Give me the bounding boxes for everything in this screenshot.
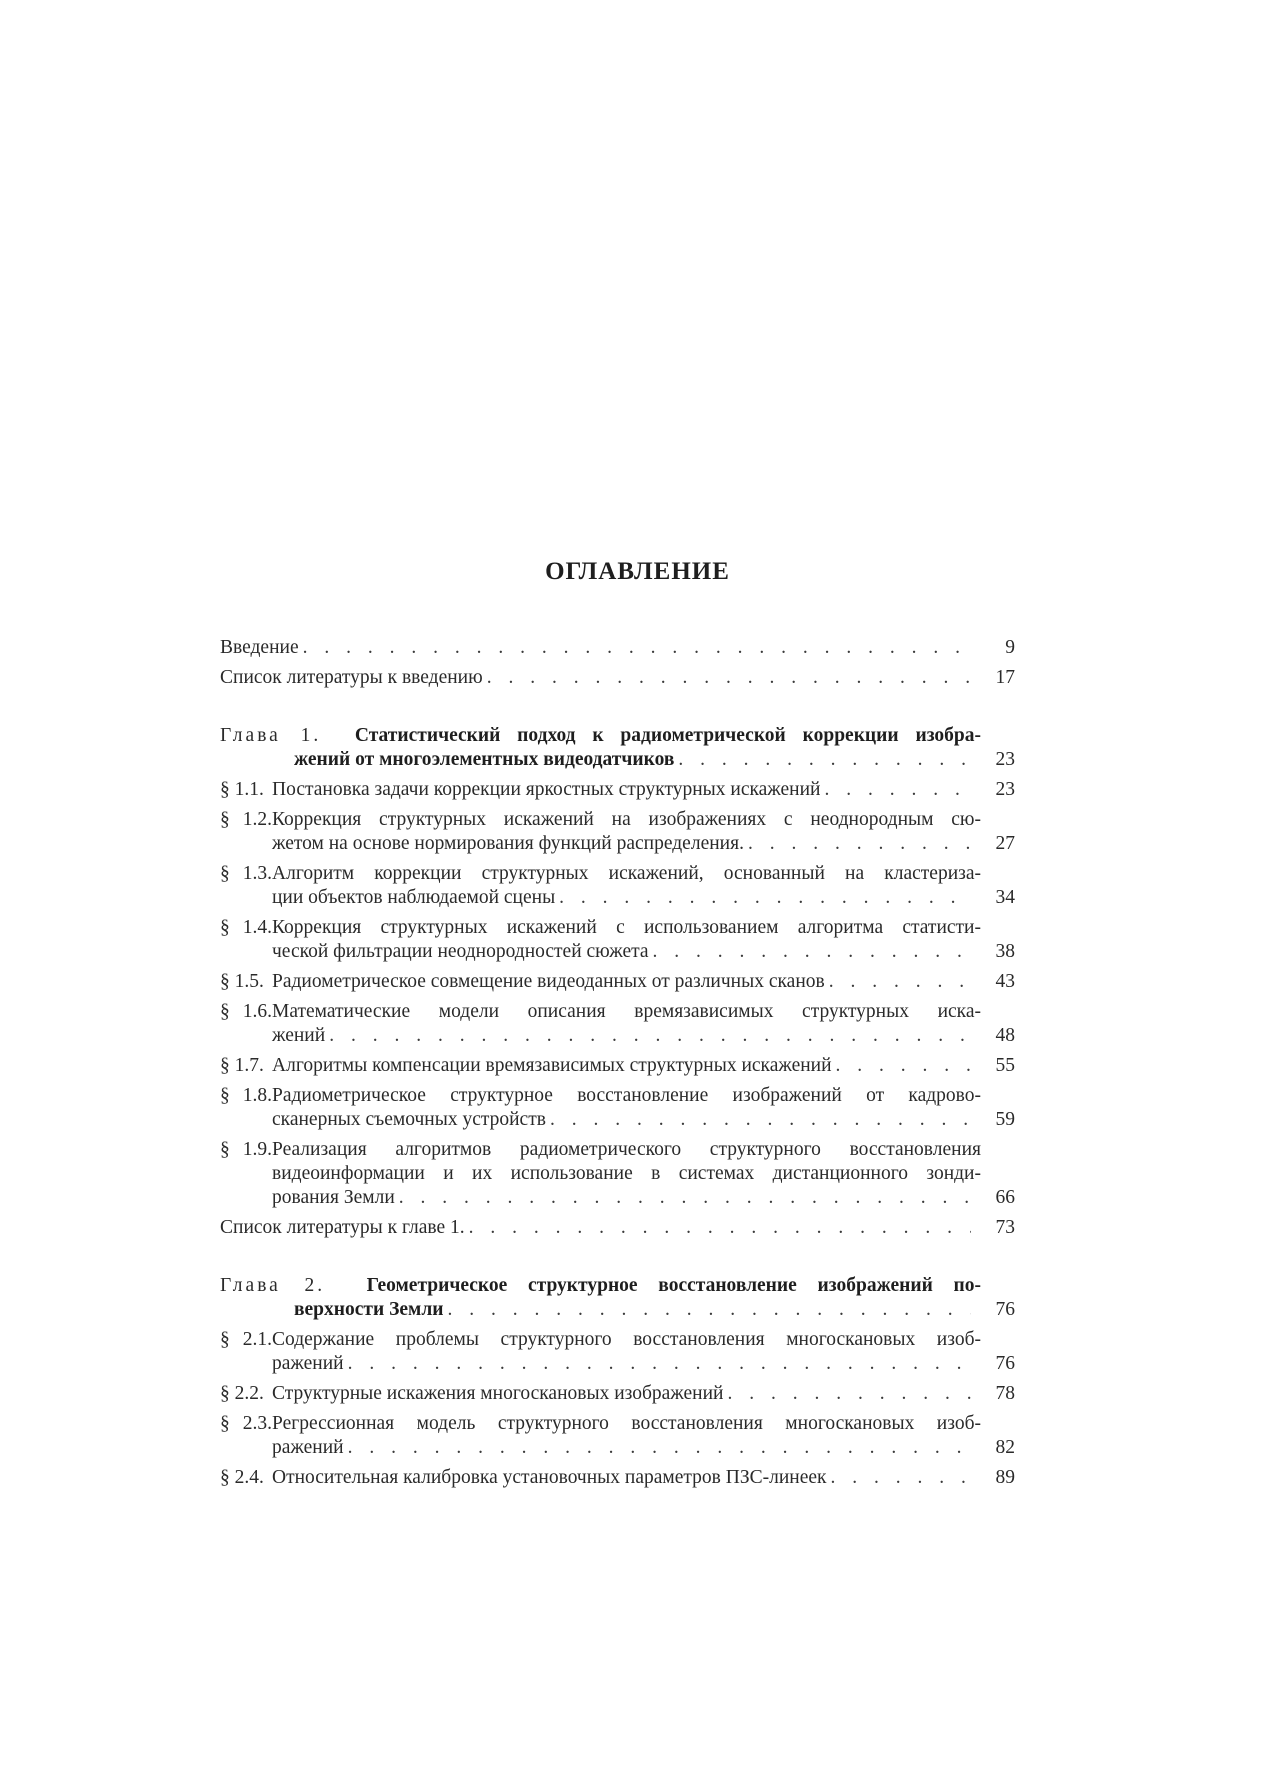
- section-number: § 1.2.: [220, 809, 272, 830]
- toc-section-entry[interactable]: [220, 1382, 1015, 1406]
- section-title-line: [220, 1412, 981, 1436]
- section-title: Коррекция структурных искажений с использованием алгоритма статисти-: [272, 917, 981, 938]
- page-number: 23: [995, 779, 1015, 800]
- chapter-title: Геометрическое структурное восстановление изображений по-: [366, 1275, 981, 1296]
- section-number: § 2.2.: [220, 1383, 264, 1404]
- section-title-continued: ции объектов наблюдаемой сцены: [272, 887, 556, 908]
- dot-leader: [653, 940, 971, 964]
- section-title-line: [220, 1138, 981, 1162]
- page-number: 27: [995, 833, 1015, 854]
- toc-entry-label: Введение: [220, 637, 299, 658]
- section-number: § 1.5.: [220, 971, 264, 992]
- section-title-continued: сканерных съемочных устройств: [272, 1109, 546, 1130]
- section-number: § 1.8.: [220, 1085, 272, 1106]
- chapter-prefix: Глава 2.: [220, 1275, 326, 1296]
- table-of-contents: [220, 636, 1015, 1496]
- page-number: 23: [995, 749, 1015, 770]
- section-title: Реализация алгоритмов радиометрического структурного восстановления: [272, 1139, 981, 1160]
- toc-section-entry[interactable]: [220, 1412, 1015, 1460]
- dot-leader: [329, 1024, 971, 1048]
- toc-section-entry[interactable]: [220, 808, 1015, 856]
- dot-leader: [469, 1216, 971, 1240]
- page-number: 59: [995, 1109, 1015, 1130]
- section-number: § 1.4.: [220, 917, 272, 938]
- page-number: 38: [995, 941, 1015, 962]
- section-title-line: [220, 808, 981, 832]
- chapter-title: Статистический подход к радиометрической коррекции изобра-: [354, 725, 981, 746]
- toc-section-entry[interactable]: [220, 862, 1015, 910]
- toc-entry-intro[interactable]: [220, 636, 1015, 660]
- dot-leader: [448, 1298, 971, 1322]
- section-title-continued: жений: [272, 1025, 326, 1046]
- chapter-heading-line: [220, 724, 981, 748]
- section-number: § 1.6.: [220, 1001, 272, 1022]
- section-title: Алгоритмы компенсации времязависимых структурных искажений: [272, 1055, 832, 1076]
- dot-leader: [748, 832, 971, 856]
- section-title-line: [220, 916, 981, 940]
- dot-leader: [829, 970, 971, 994]
- section-number: § 1.7.: [220, 1055, 264, 1076]
- section-number: § 1.9.: [220, 1139, 272, 1160]
- section-title-line: [220, 1328, 981, 1352]
- toc-entry-chapter-1-references[interactable]: [220, 1216, 1015, 1240]
- section-number: § 2.4.: [220, 1467, 264, 1488]
- dot-leader: [727, 1382, 971, 1406]
- page-number: 76: [995, 1299, 1015, 1320]
- section-title: Содержание проблемы структурного восстановления многоскановых изоб-: [272, 1329, 981, 1350]
- page-number: 76: [995, 1353, 1015, 1374]
- section-title-continued: жетом на основе нормирования функций распределения.: [272, 833, 744, 854]
- page-number: 82: [995, 1437, 1015, 1458]
- page-number: 48: [995, 1025, 1015, 1046]
- section-title-line: [220, 1084, 981, 1108]
- toc-section-entry[interactable]: [220, 1000, 1015, 1048]
- section-number: § 2.3.: [220, 1413, 272, 1434]
- dot-leader: [399, 1186, 971, 1210]
- toc-section-entry[interactable]: [220, 1466, 1015, 1490]
- page-number: 55: [995, 1055, 1015, 1076]
- page-number: 9: [1005, 637, 1015, 658]
- page-title: ОГЛАВЛЕНИЕ: [545, 558, 730, 585]
- section-title-continued: ческой фильтрации неоднородностей сюжета: [272, 941, 649, 962]
- section-title: Радиометрическое структурное восстановление изображений от кадрово-: [272, 1085, 981, 1106]
- section-title-continued: ражений: [272, 1437, 344, 1458]
- page-number: 17: [995, 667, 1015, 688]
- dot-leader: [678, 748, 971, 772]
- section-title-continued: рования Земли: [272, 1187, 395, 1208]
- section-title-continued: ражений: [272, 1353, 344, 1374]
- chapter-title-continued: верхности Земли: [294, 1299, 444, 1320]
- section-title-line: [220, 862, 981, 886]
- section-number: § 1.1.: [220, 779, 264, 800]
- dot-leader: [830, 1466, 971, 1490]
- toc-entry-intro-references[interactable]: [220, 666, 1015, 690]
- page-number: 66: [995, 1187, 1015, 1208]
- toc-section-entry[interactable]: [220, 778, 1015, 802]
- toc-entry-label: Список литературы к главе 1.: [220, 1217, 465, 1238]
- dot-leader: [348, 1436, 971, 1460]
- page-number: 89: [995, 1467, 1015, 1488]
- toc-entry-label: Список литературы к введению: [220, 667, 483, 688]
- toc-section-entry[interactable]: [220, 970, 1015, 994]
- section-title: Структурные искажения многоскановых изображений: [272, 1383, 724, 1404]
- toc-section-entry[interactable]: [220, 916, 1015, 964]
- dot-leader: [559, 886, 971, 910]
- section-title: Радиометрическое совмещение видеоданных от различных сканов: [272, 971, 825, 992]
- dot-leader: [487, 666, 971, 690]
- page-number: 73: [995, 1217, 1015, 1238]
- section-title: Относительная калибровка установочных параметров ПЗС-линеек: [272, 1467, 827, 1488]
- section-title-line: видеоинформации и их использование в системах дистанционного зонди-: [272, 1163, 981, 1184]
- toc-chapter-2[interactable]: [220, 1274, 1015, 1322]
- chapter-heading-line: [220, 1274, 981, 1298]
- dot-leader: [348, 1352, 971, 1376]
- section-title: Коррекция структурных искажений на изображениях с неоднородным сю-: [272, 809, 981, 830]
- dot-leader: [550, 1108, 971, 1132]
- dot-leader: [825, 778, 972, 802]
- toc-section-entry[interactable]: [220, 1054, 1015, 1078]
- toc-chapter-1[interactable]: [220, 724, 1015, 772]
- chapter-title-continued: жений от многоэлементных видеодатчиков: [294, 749, 675, 770]
- chapter-prefix: Глава 1.: [220, 725, 322, 746]
- section-title: Математические модели описания времязависимых структурных иска-: [272, 1001, 981, 1022]
- dot-leader: [836, 1054, 971, 1078]
- section-number: § 2.1.: [220, 1329, 272, 1350]
- page-number: 78: [995, 1383, 1015, 1404]
- section-title: Постановка задачи коррекции яркостных структурных искажений: [272, 779, 821, 800]
- toc-section-entry[interactable]: [220, 1084, 1015, 1132]
- section-title: Регрессионная модель структурного восстановления многоскановых изоб-: [272, 1413, 981, 1434]
- dot-leader: [303, 636, 971, 660]
- toc-section-entry[interactable]: [220, 1328, 1015, 1376]
- page-number: 34: [995, 887, 1015, 908]
- toc-section-entry[interactable]: [220, 1138, 1015, 1210]
- section-title: Алгоритм коррекции структурных искажений, основанный на кластериза-: [272, 863, 981, 884]
- page-number: 43: [995, 971, 1015, 992]
- section-number: § 1.3.: [220, 863, 272, 884]
- section-title-line: [220, 1000, 981, 1024]
